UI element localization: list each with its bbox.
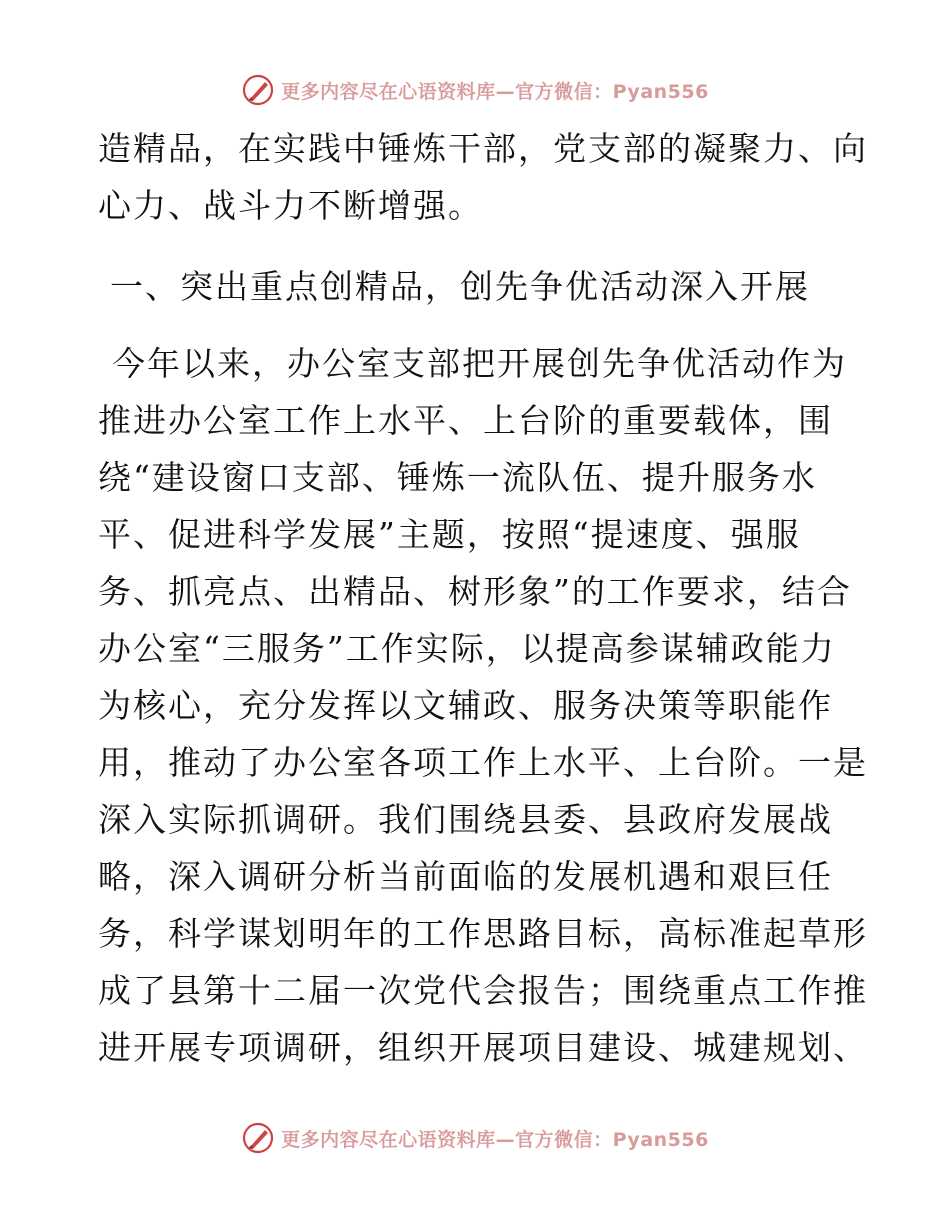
section-heading: 一、突出重点创精品，创先争优活动深入开展 — [110, 267, 810, 306]
quill-logo-icon — [241, 1121, 275, 1155]
text-line: 今年以来，办公室支部把开展创先争优活动作为 — [112, 344, 847, 383]
text-line: 深入实际抓调研。我们围绕县委、县政府发展战 — [98, 800, 833, 839]
text-line: 务，科学谋划明年的工作思路目标，高标准起草形 — [98, 914, 868, 953]
footer-watermark — [0, 1118, 950, 1158]
text-line: 进开展专项调研，组织开展项目建设、城建规划、 — [98, 1028, 868, 1067]
text-line: 平、促进科学发展”主题，按照“提速度、强服 — [98, 515, 801, 554]
text-line: 用，推动了办公室各项工作上水平、上台阶。一是 — [98, 743, 868, 782]
header-watermark — [0, 70, 950, 110]
text-line: 办公室“三服务”工作实际，以提高参谋辅政能力 — [98, 629, 836, 668]
text-line: 略，深入调研分析当前面临的发展机遇和艰巨任 — [98, 857, 833, 896]
text-line: 推进办公室工作上水平、上台阶的重要载体，围 — [98, 401, 833, 440]
text-line: 为核心，充分发挥以文辅政、服务决策等职能作 — [98, 686, 833, 725]
document-body — [98, 120, 868, 1076]
text-line: 务、抓亮点、出精品、树形象”的工作要求，结合 — [98, 572, 852, 611]
text-line: 绕“建设窗口支部、锤炼一流队伍、提升服务水 — [98, 458, 817, 497]
text-line: 心力、战斗力不断增强。 — [98, 186, 483, 225]
watermark-text: 更多内容尽在心语资料库—官方微信：Pyan556 — [281, 80, 709, 103]
quill-logo-icon — [241, 73, 275, 107]
text-line: 造精品，在实践中锤炼干部，党支部的凝聚力、向 — [98, 129, 868, 168]
watermark-text: 更多内容尽在心语资料库—官方微信：Pyan556 — [281, 1128, 709, 1151]
text-line: 成了县第十二届一次党代会报告；围绕重点工作推 — [98, 971, 868, 1010]
